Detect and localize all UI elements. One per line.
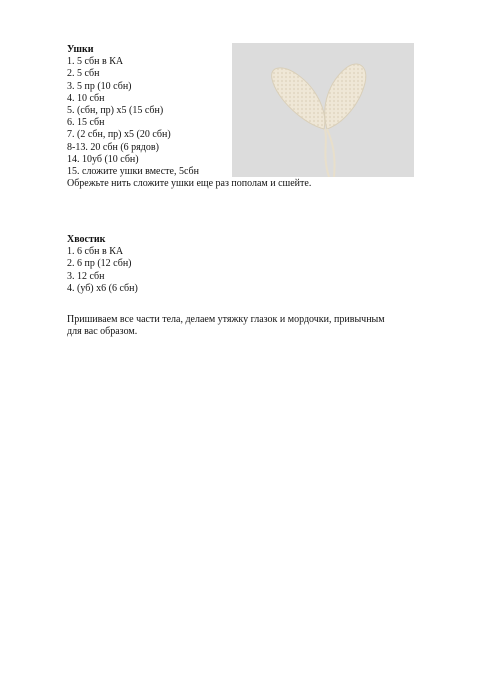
ears-finish: Обрежьте нить сложите ушки еще раз пополам и сшейте. [67,178,312,190]
tail-step: 1. 6 сбн в КА [67,246,124,258]
ears-step: 5. (сбн, пр) х5 (15 сбн) [67,105,164,117]
ears-step: 8-13. 20 сбн (6 рядов) [67,141,159,153]
ears-title: Ушки [67,44,94,55]
ears-step: 4. 10 сбн [67,92,105,104]
ears-step: 3. 5 пр (10 сбн) [67,80,132,92]
assembly-note-line: Пришиваем все части тела, делаем утяжку глазок и мордочки, привычным [67,314,385,325]
ears-step: 1. 5 сбн в КА [67,56,124,68]
ears-step: 2. 5 сбн [67,68,100,80]
ears-step: 15. сложите ушки вместе, 5сбн [67,166,199,178]
tail-step: 4. (уб) х6 (6 сбн) [67,282,138,294]
tail-title: Хвостик [67,234,106,245]
tail-step: 2. 6 пр (12 сбн) [67,258,132,270]
ears-step: 6. 15 сбн [67,117,105,129]
crochet-ears-photo [232,43,414,177]
assembly-note-line: для вас образом. [67,326,138,338]
tail-section [67,234,138,295]
ears-step: 14. 10уб (10 сбн) [67,153,139,165]
assembly-note [67,314,457,338]
tail-step: 3. 12 сбн [67,270,105,282]
ears-step: 7. (2 сбн, пр) х5 (20 сбн) [67,129,171,141]
